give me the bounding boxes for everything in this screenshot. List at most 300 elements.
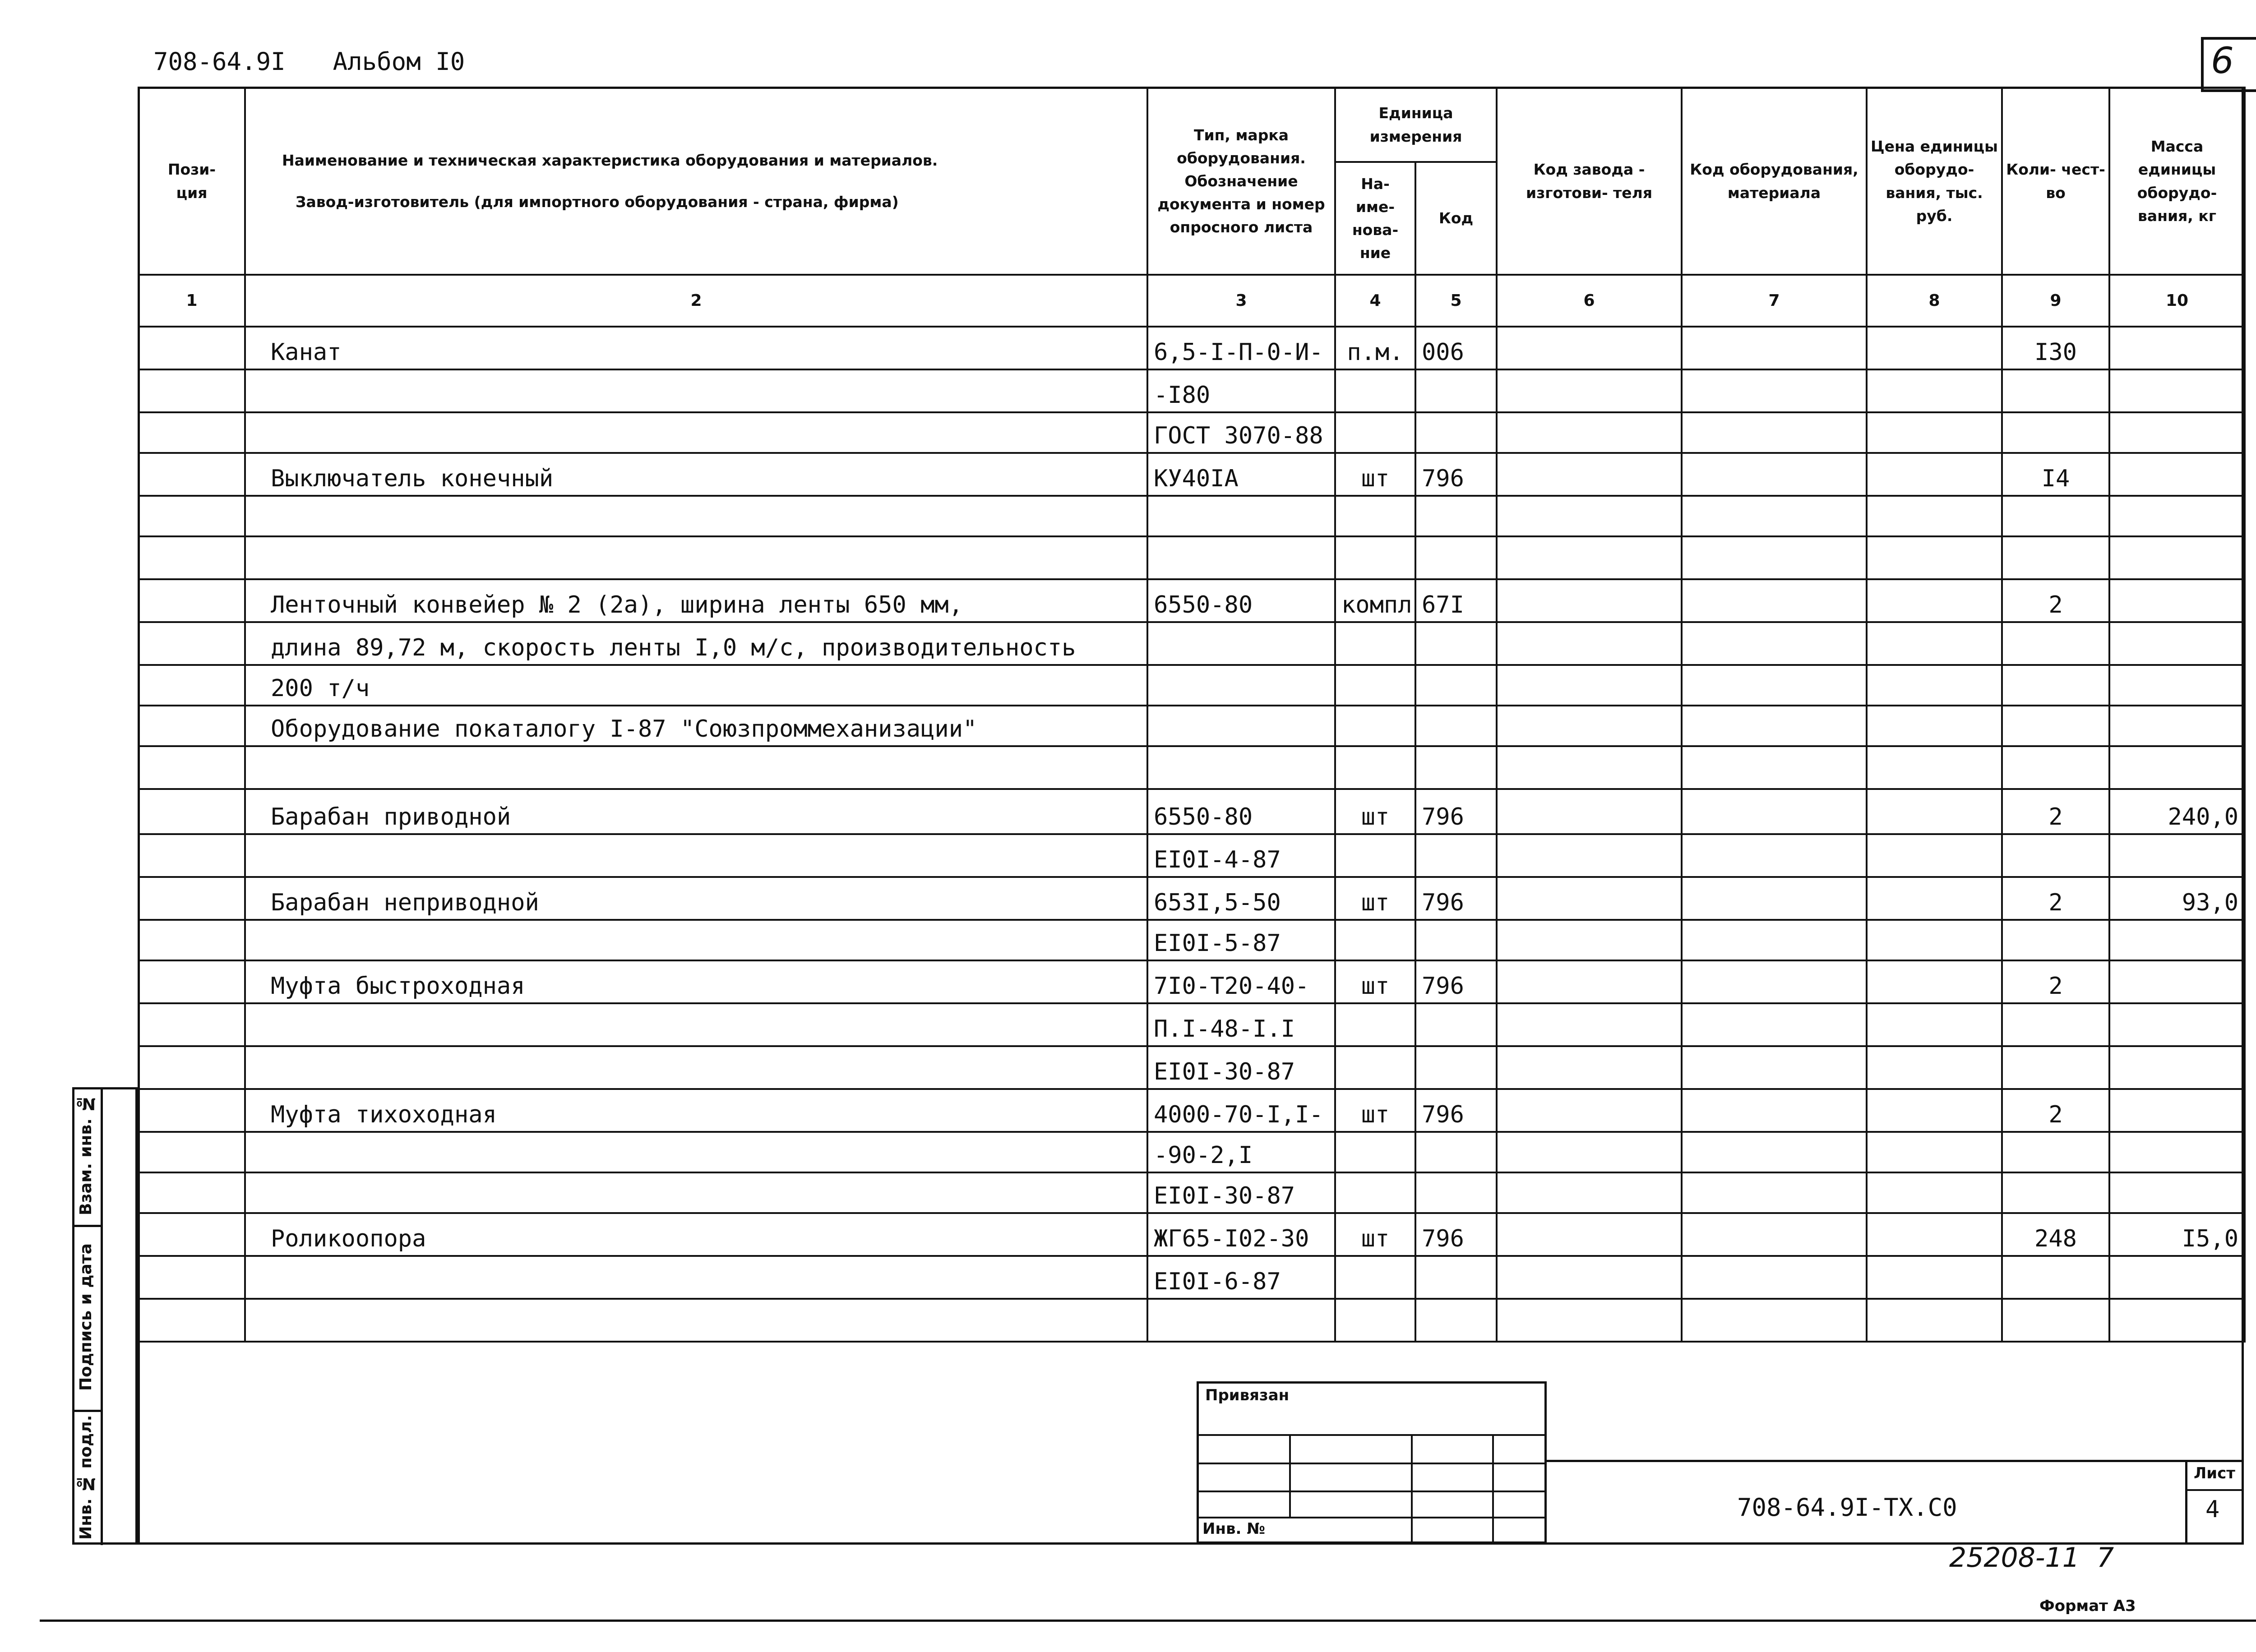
- cell-price: [1867, 789, 2002, 834]
- cell-name: [245, 496, 1147, 536]
- cell-unit: шт: [1335, 1213, 1415, 1256]
- cell-qty: 2: [2002, 1089, 2109, 1132]
- cell-unit-code: [1415, 496, 1497, 536]
- cell-name: Оборудование покаталогу I-87 "Союзпроммеханизации": [245, 706, 1147, 746]
- table-row: [139, 327, 2245, 369]
- cell-mass: [2109, 1003, 2245, 1046]
- cell-unit-code: [1415, 536, 1497, 579]
- cell-unit-code: [1415, 1003, 1497, 1046]
- cell-name: [245, 834, 1147, 877]
- cell-price: [1867, 665, 2002, 706]
- cell-qty: 2: [2002, 960, 2109, 1003]
- table-row: [139, 1046, 2245, 1089]
- cell-unit-code: [1415, 1256, 1497, 1299]
- cell-qty: [2002, 1172, 2109, 1213]
- col-number: 2: [245, 275, 1147, 327]
- cell-price: [1867, 706, 2002, 746]
- cell-unit: [1335, 834, 1415, 877]
- table-row: [139, 746, 2245, 789]
- cell-name: [245, 536, 1147, 579]
- cell-name: [245, 1256, 1147, 1299]
- col-header-pos: Пози- ция: [139, 88, 245, 275]
- cell-pos: [139, 877, 245, 920]
- cell-unit: [1335, 1003, 1415, 1046]
- table-row: [139, 1256, 2245, 1299]
- col-header-unit: Единица измерения: [1335, 88, 1497, 162]
- bottom-rule: [40, 1620, 2256, 1622]
- cell-maker-code: [1497, 834, 1682, 877]
- cell-unit-code: [1415, 920, 1497, 960]
- cell-price: [1867, 1213, 2002, 1256]
- cell-mass: [2109, 1172, 2245, 1213]
- cell-price: [1867, 920, 2002, 960]
- cell-type: 4000-70-I,I-: [1147, 1089, 1335, 1132]
- cell-pos: [139, 746, 245, 789]
- cell-maker-code: [1497, 706, 1682, 746]
- table-row: [139, 622, 2245, 665]
- cell-equip-code: [1682, 1172, 1867, 1213]
- format-label: Формат А3: [2039, 1597, 2136, 1615]
- cell-unit: [1335, 412, 1415, 453]
- cell-equip-code: [1682, 536, 1867, 579]
- cell-pos: [139, 412, 245, 453]
- cell-name: [245, 1046, 1147, 1089]
- cell-unit-code: [1415, 1132, 1497, 1172]
- cell-equip-code: [1682, 1256, 1867, 1299]
- cell-equip-code: [1682, 412, 1867, 453]
- cell-price: [1867, 412, 2002, 453]
- cell-pos: [139, 1046, 245, 1089]
- cell-price: [1867, 496, 2002, 536]
- cell-equip-code: [1682, 920, 1867, 960]
- cell-unit-code: [1415, 706, 1497, 746]
- cell-qty: [2002, 1256, 2109, 1299]
- cell-equip-code: [1682, 327, 1867, 369]
- col-number: 1: [139, 275, 245, 327]
- cell-unit-code: [1415, 746, 1497, 789]
- cell-equip-code: [1682, 706, 1867, 746]
- cell-mass: [2109, 1299, 2245, 1342]
- cell-qty: [2002, 834, 2109, 877]
- cell-name: Ленточный конвейер № 2 (2а), ширина ленты 650 мм,: [245, 579, 1147, 622]
- cell-pos: [139, 327, 245, 369]
- cell-type: ЕI0I-30-87: [1147, 1172, 1335, 1213]
- cell-maker-code: [1497, 1256, 1682, 1299]
- cell-unit: [1335, 1132, 1415, 1172]
- table-row: [139, 496, 2245, 536]
- cell-equip-code: [1682, 579, 1867, 622]
- cell-name: [245, 412, 1147, 453]
- col-number: 7: [1682, 275, 1867, 327]
- cell-pos: [139, 1172, 245, 1213]
- cell-unit-code: [1415, 1046, 1497, 1089]
- table-row: [139, 453, 2245, 496]
- cell-unit: компл: [1335, 579, 1415, 622]
- cell-qty: [2002, 920, 2109, 960]
- cell-mass: [2109, 1089, 2245, 1132]
- cell-type: ЕI0I-4-87: [1147, 834, 1335, 877]
- cell-unit: [1335, 1046, 1415, 1089]
- sheet-number: 4: [2205, 1496, 2220, 1523]
- cell-unit: п.м.: [1335, 327, 1415, 369]
- table-row: [139, 369, 2245, 412]
- cell-unit: [1335, 920, 1415, 960]
- col-header-equip-code: Код оборудования, материала: [1682, 88, 1867, 275]
- cell-name: [245, 1003, 1147, 1046]
- cell-maker-code: [1497, 789, 1682, 834]
- cell-unit-code: 796: [1415, 877, 1497, 920]
- table-row: [139, 920, 2245, 960]
- cell-mass: [2109, 453, 2245, 496]
- cell-name: Выключатель конечный: [245, 453, 1147, 496]
- cell-unit: [1335, 369, 1415, 412]
- cell-price: [1867, 536, 2002, 579]
- table-row: [139, 877, 2245, 920]
- side-label-podpis: Подпись и дата: [77, 1243, 95, 1391]
- cell-maker-code: [1497, 877, 1682, 920]
- cell-equip-code: [1682, 960, 1867, 1003]
- cell-maker-code: [1497, 1172, 1682, 1213]
- cell-unit-code: [1415, 1172, 1497, 1213]
- cell-equip-code: [1682, 789, 1867, 834]
- table-row: [139, 412, 2245, 453]
- cell-unit: [1335, 622, 1415, 665]
- cell-unit: [1335, 706, 1415, 746]
- cell-name: Барабан приводной: [245, 789, 1147, 834]
- table-row: [139, 960, 2245, 1003]
- cell-maker-code: [1497, 1213, 1682, 1256]
- cell-mass: [2109, 496, 2245, 536]
- cell-equip-code: [1682, 877, 1867, 920]
- cell-mass: 240,0: [2109, 789, 2245, 834]
- side-label-inv: Инв. № подл.: [77, 1415, 95, 1540]
- cell-equip-code: [1682, 453, 1867, 496]
- table-row: [139, 1213, 2245, 1256]
- cell-type: ЕI0I-6-87: [1147, 1256, 1335, 1299]
- cell-unit: [1335, 1256, 1415, 1299]
- cell-pos: [139, 834, 245, 877]
- cell-unit-code: 796: [1415, 453, 1497, 496]
- cell-type: [1147, 536, 1335, 579]
- cell-pos: [139, 369, 245, 412]
- cell-price: [1867, 746, 2002, 789]
- cell-pos: [139, 789, 245, 834]
- cell-mass: [2109, 834, 2245, 877]
- cell-qty: [2002, 622, 2109, 665]
- cell-equip-code: [1682, 496, 1867, 536]
- cell-pos: [139, 453, 245, 496]
- cell-qty: 2: [2002, 877, 2109, 920]
- cell-type: -90-2,I: [1147, 1132, 1335, 1172]
- table-row: [139, 1172, 2245, 1213]
- cell-pos: [139, 1213, 245, 1256]
- cell-pos: [139, 622, 245, 665]
- cell-qty: 2: [2002, 579, 2109, 622]
- cell-mass: [2109, 706, 2245, 746]
- cell-type: ЕI0I-30-87: [1147, 1046, 1335, 1089]
- col-number: 9: [2002, 275, 2109, 327]
- table-row: [139, 665, 2245, 706]
- cell-type: ЕI0I-5-87: [1147, 920, 1335, 960]
- col-header-unit-name: На- име- нова- ние: [1335, 162, 1415, 275]
- col-header-unit-code: Код: [1415, 162, 1497, 275]
- page-number: 6: [2211, 40, 2234, 82]
- cell-unit: [1335, 665, 1415, 706]
- cell-maker-code: [1497, 1003, 1682, 1046]
- cell-equip-code: [1682, 1003, 1867, 1046]
- cell-mass: [2109, 1256, 2245, 1299]
- cell-price: [1867, 622, 2002, 665]
- sheet-number-cell: [2185, 1460, 2244, 1544]
- cell-maker-code: [1497, 369, 1682, 412]
- cell-name: длина 89,72 м, скорость ленты I,0 м/с, производительность: [245, 622, 1147, 665]
- cell-price: [1867, 1256, 2002, 1299]
- cell-maker-code: [1497, 622, 1682, 665]
- title-block-binding: [1197, 1381, 1547, 1544]
- cell-name: [245, 746, 1147, 789]
- cell-type: 653I,5-50: [1147, 877, 1335, 920]
- cell-pos: [139, 920, 245, 960]
- cell-type: [1147, 622, 1335, 665]
- cell-equip-code: [1682, 369, 1867, 412]
- designation: 708-64.9I-ТХ.С0: [1737, 1493, 1957, 1522]
- table-row: [139, 1132, 2245, 1172]
- cell-unit: шт: [1335, 877, 1415, 920]
- cell-unit: [1335, 1299, 1415, 1342]
- cell-price: [1867, 877, 2002, 920]
- cell-type: [1147, 665, 1335, 706]
- col-number: 4: [1335, 275, 1415, 327]
- cell-price: [1867, 369, 2002, 412]
- cell-mass: [2109, 1046, 2245, 1089]
- cell-unit: шт: [1335, 453, 1415, 496]
- privyazan-label: Привязан: [1205, 1386, 1290, 1404]
- cell-type: 6550-80: [1147, 789, 1335, 834]
- cell-qty: [2002, 665, 2109, 706]
- spec-table: [138, 87, 2246, 1343]
- side-label-vzam: Взам. инв. №: [77, 1094, 95, 1216]
- cell-name: Барабан неприводной: [245, 877, 1147, 920]
- cell-unit-code: [1415, 834, 1497, 877]
- cell-pos: [139, 665, 245, 706]
- col-number: 6: [1497, 275, 1682, 327]
- cell-mass: [2109, 920, 2245, 960]
- cell-unit: [1335, 1172, 1415, 1213]
- cell-unit-code: 796: [1415, 1089, 1497, 1132]
- cell-maker-code: [1497, 453, 1682, 496]
- cell-equip-code: [1682, 665, 1867, 706]
- cell-price: [1867, 1299, 2002, 1342]
- cell-maker-code: [1497, 327, 1682, 369]
- cell-unit: [1335, 496, 1415, 536]
- cell-price: [1867, 834, 2002, 877]
- col-number: 8: [1867, 275, 2002, 327]
- cell-name: Муфта тихоходная: [245, 1089, 1147, 1132]
- cell-mass: [2109, 746, 2245, 789]
- cell-type: КУ40IA: [1147, 453, 1335, 496]
- cell-unit: [1335, 746, 1415, 789]
- cell-maker-code: [1497, 920, 1682, 960]
- album-label: Альбом I0: [333, 47, 465, 76]
- cell-equip-code: [1682, 1299, 1867, 1342]
- cell-mass: 93,0: [2109, 877, 2245, 920]
- cell-unit: шт: [1335, 960, 1415, 1003]
- cell-unit-code: [1415, 622, 1497, 665]
- table-row: [139, 1003, 2245, 1046]
- table-row: [139, 834, 2245, 877]
- cell-name: Муфта быстроходная: [245, 960, 1147, 1003]
- cell-qty: [2002, 1003, 2109, 1046]
- cell-mass: [2109, 665, 2245, 706]
- cell-name: Канат: [245, 327, 1147, 369]
- cell-mass: [2109, 1132, 2245, 1172]
- col-number: 10: [2109, 275, 2245, 327]
- cell-qty: [2002, 412, 2109, 453]
- cell-mass: [2109, 960, 2245, 1003]
- cell-qty: [2002, 746, 2109, 789]
- cell-unit-code: 796: [1415, 960, 1497, 1003]
- cell-unit-code: [1415, 412, 1497, 453]
- cell-qty: [2002, 496, 2109, 536]
- table-row: [139, 706, 2245, 746]
- cell-price: [1867, 1046, 2002, 1089]
- handwritten-number: 25208-11 7: [1949, 1542, 2114, 1574]
- cell-unit-code: 67I: [1415, 579, 1497, 622]
- col-header-mass: Масса единицы оборудо- вания, кг: [2109, 88, 2245, 275]
- cell-pos: [139, 960, 245, 1003]
- table-row: [139, 789, 2245, 834]
- cell-pos: [139, 536, 245, 579]
- cell-name: Роликоопора: [245, 1213, 1147, 1256]
- cell-type: [1147, 1299, 1335, 1342]
- cell-type: ГОСТ 3070-88: [1147, 412, 1335, 453]
- cell-mass: [2109, 369, 2245, 412]
- cell-unit-code: [1415, 369, 1497, 412]
- cell-price: [1867, 579, 2002, 622]
- col-header-qty: Коли- чест- во: [2002, 88, 2109, 275]
- col-header-name: Наименование и техническая характеристика оборудования и материалов. Завод-изготовитель (для импортного оборудования - страна, фирма): [245, 88, 1147, 275]
- cell-type: [1147, 746, 1335, 789]
- cell-unit-code: [1415, 665, 1497, 706]
- cell-price: [1867, 1132, 2002, 1172]
- cell-maker-code: [1497, 412, 1682, 453]
- cell-maker-code: [1497, 1089, 1682, 1132]
- col-number: 5: [1415, 275, 1497, 327]
- table-row: [139, 1089, 2245, 1132]
- cell-name: [245, 1132, 1147, 1172]
- cell-unit-code: [1415, 1299, 1497, 1342]
- cell-price: [1867, 960, 2002, 1003]
- cell-maker-code: [1497, 1132, 1682, 1172]
- cell-pos: [139, 706, 245, 746]
- cell-type: П.I-48-I.I: [1147, 1003, 1335, 1046]
- cell-unit-code: 796: [1415, 789, 1497, 834]
- cell-pos: [139, 1003, 245, 1046]
- cell-mass: [2109, 622, 2245, 665]
- cell-mass: [2109, 327, 2245, 369]
- cell-maker-code: [1497, 1046, 1682, 1089]
- cell-type: [1147, 496, 1335, 536]
- cell-unit: шт: [1335, 789, 1415, 834]
- cell-mass: [2109, 579, 2245, 622]
- col-header-maker-code: Код завода - изготови- теля: [1497, 88, 1682, 275]
- cell-pos: [139, 1299, 245, 1342]
- cell-name: [245, 1299, 1147, 1342]
- cell-pos: [139, 496, 245, 536]
- doc-code: 708-64.9I: [153, 47, 286, 76]
- cell-mass: [2109, 412, 2245, 453]
- cell-type: ЖГ65-I02-30: [1147, 1213, 1335, 1256]
- cell-pos: [139, 579, 245, 622]
- cell-pos: [139, 1132, 245, 1172]
- cell-mass: I5,0: [2109, 1213, 2245, 1256]
- inv-no-label: Инв. №: [1202, 1520, 1266, 1538]
- cell-maker-code: [1497, 746, 1682, 789]
- cell-unit-code: 006: [1415, 327, 1497, 369]
- table-row: [139, 579, 2245, 622]
- cell-qty: [2002, 1132, 2109, 1172]
- cell-name: [245, 920, 1147, 960]
- cell-equip-code: [1682, 746, 1867, 789]
- cell-price: [1867, 1089, 2002, 1132]
- cell-pos: [139, 1089, 245, 1132]
- col-header-price: Цена единицы оборудо- вания, тыс. руб.: [1867, 88, 2002, 275]
- spec-body: [139, 327, 2245, 1342]
- cell-equip-code: [1682, 1089, 1867, 1132]
- cell-price: [1867, 1003, 2002, 1046]
- cell-type: 7I0-Т20-40-: [1147, 960, 1335, 1003]
- cell-equip-code: [1682, 1132, 1867, 1172]
- cell-qty: [2002, 706, 2109, 746]
- title-block-main: [1546, 1460, 2244, 1462]
- cell-qty: [2002, 369, 2109, 412]
- cell-equip-code: [1682, 1046, 1867, 1089]
- cell-unit: шт: [1335, 1089, 1415, 1132]
- cell-price: [1867, 453, 2002, 496]
- cell-maker-code: [1497, 579, 1682, 622]
- cell-maker-code: [1497, 1299, 1682, 1342]
- cell-qty: 2: [2002, 789, 2109, 834]
- sheet-label: Лист: [2194, 1464, 2235, 1482]
- table-row: [139, 536, 2245, 579]
- cell-mass: [2109, 536, 2245, 579]
- cell-maker-code: [1497, 960, 1682, 1003]
- cell-qty: [2002, 536, 2109, 579]
- cell-maker-code: [1497, 536, 1682, 579]
- cell-qty: I30: [2002, 327, 2109, 369]
- cell-equip-code: [1682, 1213, 1867, 1256]
- cell-name: [245, 1172, 1147, 1213]
- col-header-type: Тип, марка оборудования. Обозначение документа и номер опросного листа: [1147, 88, 1335, 275]
- cell-qty: [2002, 1299, 2109, 1342]
- cell-equip-code: [1682, 622, 1867, 665]
- cell-name: [245, 369, 1147, 412]
- cell-price: [1867, 1172, 2002, 1213]
- cell-type: -I80: [1147, 369, 1335, 412]
- cell-name: 200 т/ч: [245, 665, 1147, 706]
- cell-maker-code: [1497, 496, 1682, 536]
- table-row: [139, 1299, 2245, 1342]
- cell-maker-code: [1497, 665, 1682, 706]
- cell-pos: [139, 1256, 245, 1299]
- cell-type: 6550-80: [1147, 579, 1335, 622]
- cell-unit-code: 796: [1415, 1213, 1497, 1256]
- cell-qty: [2002, 1046, 2109, 1089]
- cell-qty: I4: [2002, 453, 2109, 496]
- cell-qty: 248: [2002, 1213, 2109, 1256]
- cell-type: 6,5-I-П-0-И-: [1147, 327, 1335, 369]
- cell-unit: [1335, 536, 1415, 579]
